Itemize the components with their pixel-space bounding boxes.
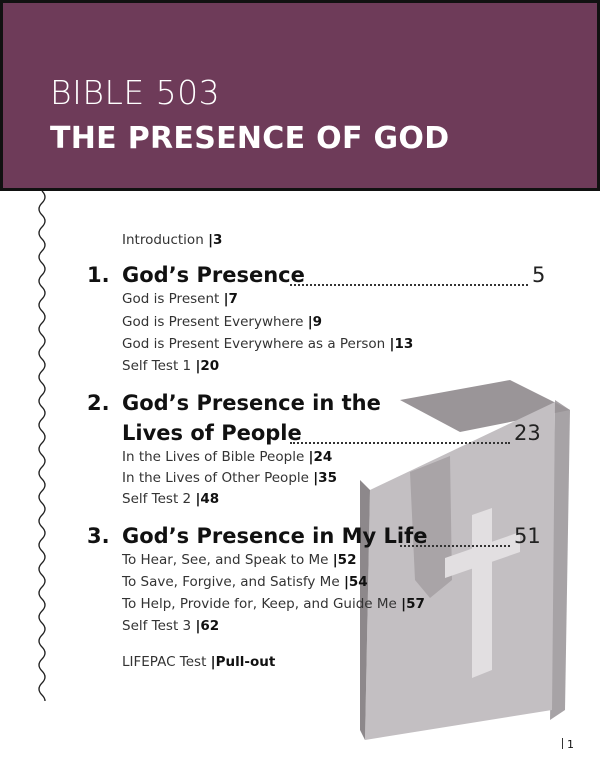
toc-item-label: God is Present [122,291,220,307]
toc-item-page: |9 [307,314,323,330]
toc-item-label: LIFEPAC Test [122,654,207,670]
footer-divider [562,738,563,749]
toc-item-label: To Hear, See, and Speak to Me [122,552,329,568]
page-title: THE PRESENCE OF GOD [50,121,450,156]
toc-item[interactable] [122,470,337,486]
toc-item[interactable] [122,358,219,374]
chapter-3-title[interactable]: God’s Presence in My Life [122,524,428,548]
toc-item[interactable] [122,618,219,634]
footer-page-number [562,738,574,751]
toc-item[interactable] [122,314,322,330]
toc-item[interactable] [122,596,425,612]
toc-item[interactable] [122,552,356,568]
chapter-2-title-line2[interactable]: Lives of People [122,421,302,445]
toc-item-label: God is Present Everywhere [122,314,304,330]
chapter-2-title-line1[interactable]: God’s Presence in the [122,391,381,415]
toc-item[interactable] [122,491,219,507]
toc-item[interactable] [122,336,413,352]
toc-item-page: |35 [313,470,337,486]
chapter-1-number: 1. [87,263,110,287]
toc-item-page: |24 [308,449,333,465]
toc-item-label: Self Test 1 [122,358,192,374]
toc-item-label: In the Lives of Bible People [122,449,305,465]
toc-item-label: Self Test 3 [122,618,192,634]
toc-item-page: |62 [195,618,220,634]
toc-item-page: |48 [195,491,220,507]
toc-introduction[interactable] [122,232,222,248]
toc-item-page: |7 [223,291,238,307]
toc-item-label: God is Present Everywhere as a Person [122,336,386,352]
toc-item[interactable] [122,291,238,307]
toc-item-page: |13 [389,336,414,352]
page-number: 1 [567,738,574,751]
toc-item-page: |Pull-out [210,654,276,670]
toc-item[interactable] [122,449,332,465]
toc-item-page: |57 [401,596,425,612]
toc-item-page: |3 [208,232,223,248]
chapter-2-leader [290,442,510,444]
chapter-2-page: 23 [514,421,541,445]
chapter-1-leader [290,284,528,286]
chapter-3-number: 3. [87,524,110,548]
toc-lifepac-test[interactable] [122,654,275,670]
toc-item-page: |52 [332,552,357,568]
course-code: BIBLE 503 [50,73,221,112]
chapter-1-page: 5 [532,263,546,287]
toc-item-page: |20 [195,358,220,374]
toc-item-label: Introduction [122,232,204,248]
chapter-1-title[interactable]: God’s Presence [122,263,305,287]
toc-item-label: To Help, Provide for, Keep, and Guide Me [122,596,397,612]
chapter-3-page: 51 [514,524,541,548]
toc-item-label: Self Test 2 [122,491,192,507]
toc-item-label: To Save, Forgive, and Satisfy Me [122,574,340,590]
toc-item-page: |54 [343,574,368,590]
chapter-3-leader [400,545,510,547]
toc-item-label: In the Lives of Other People [122,470,309,486]
chapter-2-number: 2. [87,391,110,415]
toc-item[interactable] [122,574,368,590]
